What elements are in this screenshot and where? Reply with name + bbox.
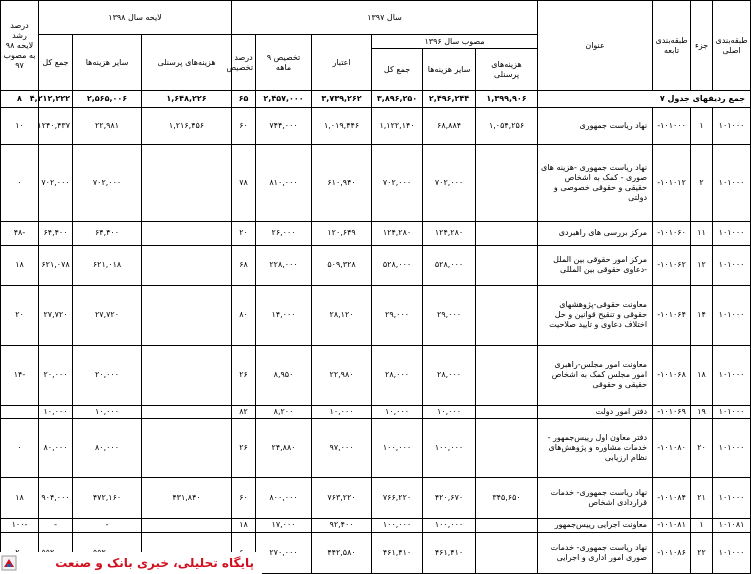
cell-value: ۹۷,۰۰۰ bbox=[312, 419, 372, 478]
cell-value: ۷۰۲,۰۰۰ bbox=[423, 145, 476, 222]
cell-value: ۱۰,۰۰۰ bbox=[312, 405, 372, 419]
cell-value: ۱۲۴,۲۸۰ bbox=[372, 222, 423, 245]
cell-value: ۰ bbox=[1, 419, 39, 478]
cell: ۸ bbox=[1, 91, 39, 108]
cell-value bbox=[476, 245, 538, 286]
cell-value: ۰ bbox=[1, 145, 39, 222]
table-row bbox=[1, 405, 751, 419]
cell-value: ۴۶۱,۴۱۰ bbox=[423, 533, 476, 574]
cell-value: ۹۲,۴۰۰ bbox=[312, 518, 372, 533]
cell-subcode: ۱۰۱۰۱۲- bbox=[653, 145, 691, 222]
cell-value: ۱۷,۰۰۰ bbox=[256, 518, 312, 533]
cell-part: ۱۴ bbox=[691, 286, 713, 346]
cell-value: ۱۰۰,۰۰۰ bbox=[423, 518, 476, 533]
cell-value: ۱۰۰,۰۰۰ bbox=[423, 419, 476, 478]
cell-value: ۲۷,۷۲۰ bbox=[73, 286, 142, 346]
cell-value bbox=[142, 145, 232, 222]
cell-value: ۱۲۰,۶۴۹ bbox=[312, 222, 372, 245]
header-credit: اعتبار bbox=[312, 35, 372, 91]
table-row bbox=[1, 478, 751, 519]
cell-value: ۲۶ bbox=[232, 345, 256, 405]
cell-title: نهاد ریاست جمهوری- خدمات صوری امور اداری و اجرایی bbox=[538, 533, 653, 574]
cell-value: ۱۸ bbox=[232, 518, 256, 533]
cell-value: -۴۸ bbox=[1, 222, 39, 245]
cell: ۶۵ bbox=[232, 91, 256, 108]
cell-title: مرکز امور حقوقی بین الملل -دعاوی حقوقی بین المللی bbox=[538, 245, 653, 286]
cell-title: معاونت حقوقی-پژوهشهای حقوقی و تنقیح قوانین و حل اختلاف دعاوی و تایید صلاحیت bbox=[538, 286, 653, 346]
cell-value bbox=[476, 419, 538, 478]
header-growth: درصد رشد لایحه ۹۸ به مصوب ۹۷ bbox=[1, 1, 39, 91]
cell-title: نهاد ریاست جمهوری bbox=[538, 108, 653, 145]
cell-value: ۶۰ bbox=[232, 478, 256, 519]
header-approved-1396: مصوب سال ۱۳۹۶ bbox=[372, 35, 538, 49]
cell-value: ۳۴۵,۶۵۰ bbox=[476, 478, 538, 519]
cell: ۱,۳۹۹,۹۰۶ bbox=[476, 91, 538, 108]
cell-value: ۷۰۲,۰۰۰ bbox=[73, 145, 142, 222]
cell-value bbox=[476, 345, 538, 405]
cell-subcode: ۱۰۱۰۶۹- bbox=[653, 405, 691, 419]
cell-subcode: ۱۰۱۰۶۸- bbox=[653, 345, 691, 405]
table-row bbox=[1, 245, 751, 286]
cell-value: ۲۲۸,۰۰۰ bbox=[256, 245, 312, 286]
cell-part: ۱۹ bbox=[691, 405, 713, 419]
cell-title: مرکز بررسی های راهبردی bbox=[538, 222, 653, 245]
cell-value: ۷۶۳,۲۲۰ bbox=[312, 478, 372, 519]
cell-value: ۲۰ bbox=[232, 222, 256, 245]
cell-value: ۲۶,۰۰۰ bbox=[256, 222, 312, 245]
cell-subcode: ۱۰۱۰۶۴- bbox=[653, 286, 691, 346]
header-personnel: هزینه‌های پرسنلی bbox=[476, 49, 538, 91]
cell-value: ۹۰۴,۰۰۰ bbox=[39, 478, 73, 519]
cell: ۲,۴۵۷,۰۰۰ bbox=[256, 91, 312, 108]
cell-value: ۲۹,۰۰۰ bbox=[372, 286, 423, 346]
cell-value bbox=[476, 405, 538, 419]
cell-value: ۱۰,۰۰۰ bbox=[423, 405, 476, 419]
cell-value: ۶۸ bbox=[232, 245, 256, 286]
cell-subcode: ۱۰۱۰۰۰- bbox=[653, 108, 691, 145]
table-row bbox=[1, 222, 751, 245]
cell-value: ۲۰ bbox=[1, 286, 39, 346]
cell-value bbox=[142, 419, 232, 478]
cell-value bbox=[142, 405, 232, 419]
cell-value bbox=[476, 222, 538, 245]
cell-value: ۶۴,۴۰۰ bbox=[73, 222, 142, 245]
cell-value: ۱,۱۲۲,۱۴۰ bbox=[372, 108, 423, 145]
cell-code: ۱۰۱۰۰۰ bbox=[713, 345, 751, 405]
cell-value: ۱۰۰,۰۰۰ bbox=[372, 518, 423, 533]
cell-value: ۱۰ bbox=[1, 108, 39, 145]
cell-value: -۱۴ bbox=[1, 345, 39, 405]
header-other: سایر هزینه‌ها bbox=[423, 49, 476, 91]
cell-value: ۲۴,۸۸۰ bbox=[256, 419, 312, 478]
cell-value: ۲۲,۹۸۱ bbox=[73, 108, 142, 145]
cell-value: ۷۰۲,۰۰۰ bbox=[39, 145, 73, 222]
cell-value: ۶۴,۴۰۰ bbox=[39, 222, 73, 245]
cell-value: ۷۰۲,۰۰۰ bbox=[372, 145, 423, 222]
cell-subcode: ۱۰۱۰۸۱- bbox=[653, 518, 691, 533]
cell-value bbox=[142, 286, 232, 346]
cell-value: ۸۰,۰۰۰ bbox=[73, 419, 142, 478]
cell-value: ۷۴۴,۰۰۰ bbox=[256, 108, 312, 145]
cell-value: ۴۲۰,۶۷۰ bbox=[423, 478, 476, 519]
cell-code: ۱۰۱۰۰۰ bbox=[713, 419, 751, 478]
cell-value: ۶۲۱,۰۱۸ bbox=[73, 245, 142, 286]
watermark-banner bbox=[0, 552, 262, 574]
cell-title: دفتر معاون اول رییس‌جمهور - خدمات مشاوره و پژوهش‌های نظام ارزیابی bbox=[538, 419, 653, 478]
cell-value: ۲۸,۰۰۰ bbox=[372, 345, 423, 405]
cell-value: ۱۲۴۰,۴۳۷ bbox=[39, 108, 73, 145]
cell-value bbox=[476, 286, 538, 346]
header-code: طبقه‌بندی اصلی bbox=[713, 1, 751, 91]
cell: ۳,۷۳۹,۲۶۲ bbox=[312, 91, 372, 108]
cell-value: ۸۰ bbox=[232, 286, 256, 346]
table-body bbox=[1, 91, 751, 574]
header-other-1398: سایر هزینه‌ها bbox=[73, 35, 142, 91]
table-row bbox=[1, 145, 751, 222]
cell-subcode: ۱۰۱۰۸۴- bbox=[653, 478, 691, 519]
cell-value: ۲۷,۷۲۰ bbox=[39, 286, 73, 346]
cell-value: ۵۰۹,۳۲۸ bbox=[312, 245, 372, 286]
cell-value: ۱۰,۰۰۰ bbox=[73, 405, 142, 419]
cell-value: ۸,۹۵۰ bbox=[256, 345, 312, 405]
cell-code: ۱۰۱۰۰۰ bbox=[713, 108, 751, 145]
cell-value: ۲۰,۰۰۰ bbox=[39, 345, 73, 405]
cell-part: ۱۱ bbox=[691, 222, 713, 245]
cell-part: ۱۸ bbox=[691, 345, 713, 405]
cell-value: ۱,۰۱۹,۴۴۶ bbox=[312, 108, 372, 145]
cell-subcode: ۱۰۱۰۸۰- bbox=[653, 419, 691, 478]
cell-code: ۱۰۱۰۰۰ bbox=[713, 286, 751, 346]
cell-part: ۲۰ bbox=[691, 419, 713, 478]
table-row bbox=[1, 419, 751, 478]
header-subcode: طبقه‌بندی تابعه bbox=[653, 1, 691, 91]
header-personnel-1398: هزینه‌های پرسنلی bbox=[142, 35, 232, 91]
watermark-text: پایگاه تحلیلی، خبری بانک و صنعت bbox=[55, 556, 254, 570]
cell-code: ۱۰۱۰۰۰ bbox=[713, 245, 751, 286]
cell-value bbox=[476, 533, 538, 574]
cell-value bbox=[1, 405, 39, 419]
cell-value: ۸,۲۰۰ bbox=[256, 405, 312, 419]
cell-subcode: ۱۰۱۰۶۲- bbox=[653, 245, 691, 286]
cell-value: ۱۸ bbox=[1, 245, 39, 286]
table-row bbox=[1, 518, 751, 533]
cell-title: نهاد ریاست جمهوری- خدمات قراردادی اشخاص bbox=[538, 478, 653, 519]
bank-logo-icon bbox=[2, 556, 16, 570]
header-part: جزء bbox=[691, 1, 713, 91]
cell-value: ۴۴۲,۵۸۰ bbox=[312, 533, 372, 574]
cell: ۳,۸۹۶,۲۵۰ bbox=[372, 91, 423, 108]
cell-title: نهاد ریاست جمهوری -هزینه های صوری - کمک به اشخاص حقیقی و حقوقی خصوصی و دولتی bbox=[538, 145, 653, 222]
cell-code: ۱۰۱۰۸۱ bbox=[713, 518, 751, 533]
header-pct-alloc: درصد تخصیص bbox=[232, 35, 256, 91]
table-row bbox=[1, 345, 751, 405]
cell-value: - bbox=[39, 518, 73, 533]
cell-part: ۱ bbox=[691, 518, 713, 533]
cell-value: ۷۶۶,۲۲۰ bbox=[372, 478, 423, 519]
cell-subcode: ۱۰۱۰۸۶- bbox=[653, 533, 691, 574]
cell-value: ۸۰۰,۰۰۰ bbox=[256, 478, 312, 519]
cell: ۱,۶۴۸,۲۲۶ bbox=[142, 91, 232, 108]
cell-value: ۲۹,۰۰۰ bbox=[423, 286, 476, 346]
header-year-1397: سال ۱۳۹۷ bbox=[232, 1, 538, 35]
cell-value: ۶۸,۸۸۴ bbox=[423, 108, 476, 145]
cell: ۲,۵۶۵,۰۰۶ bbox=[73, 91, 142, 108]
cell-code: ۱۰۱۰۰۰ bbox=[713, 222, 751, 245]
cell-value: ۱۴,۰۰۰ bbox=[256, 286, 312, 346]
cell-value: ۷۸ bbox=[232, 145, 256, 222]
cell-value: - bbox=[73, 518, 142, 533]
header-bill-1398: لایحه سال ۱۳۹۸ bbox=[39, 1, 232, 35]
cell-subcode: ۱۰۱۰۶۰- bbox=[653, 222, 691, 245]
cell-value: ۲۸,۱۲۰ bbox=[312, 286, 372, 346]
header-alloc9: تخصیص ۹ ماهه bbox=[256, 35, 312, 91]
cell-part: ۱۲ bbox=[691, 245, 713, 286]
cell-title: معاونت امور مجلس-راهبری امور مجلس کمک به اشخاص حقیقی و حقوقی bbox=[538, 345, 653, 405]
cell-value: ۵۲۸,۰۰۰ bbox=[372, 245, 423, 286]
cell-value: ۲۰,۰۰۰ bbox=[73, 345, 142, 405]
sum-row bbox=[1, 91, 751, 108]
header-title: عنوان bbox=[538, 1, 653, 91]
cell-value: ۶۰ bbox=[232, 108, 256, 145]
cell-value: ۱۰,۰۰۰ bbox=[39, 405, 73, 419]
header-total-1398: جمع کل bbox=[39, 35, 73, 91]
cell-value: ۸۰,۰۰۰ bbox=[39, 419, 73, 478]
cell-title: معاونت اجرایی رییس‌جمهور bbox=[538, 518, 653, 533]
cell-value: ۸۲ bbox=[232, 405, 256, 419]
cell-value bbox=[476, 145, 538, 222]
cell-code: ۱۰۱۰۰۰ bbox=[713, 478, 751, 519]
cell-code: ۱۰۱۰۰۰ bbox=[713, 533, 751, 574]
cell-value: ۶۲۱,۰۷۸ bbox=[39, 245, 73, 286]
cell-value bbox=[142, 518, 232, 533]
cell-part: ۲۱ bbox=[691, 478, 713, 519]
cell-value: ۱,۲۱۶,۴۵۶ bbox=[142, 108, 232, 145]
cell-value bbox=[142, 345, 232, 405]
cell-part: ۲ bbox=[691, 145, 713, 222]
cell-part: ۱ bbox=[691, 108, 713, 145]
cell-value: ۶۱۰,۹۴۰ bbox=[312, 145, 372, 222]
cell-value: ۱۰۰,۰۰۰ bbox=[372, 419, 423, 478]
cell-part: ۲۲ bbox=[691, 533, 713, 574]
cell-value bbox=[142, 245, 232, 286]
table-row bbox=[1, 108, 751, 145]
sum-row-title: جمع ردیفهای جدول ۷ bbox=[538, 91, 751, 108]
cell-value: ۸۱۰,۰۰۰ bbox=[256, 145, 312, 222]
cell-code: ۱۰۱۰۰۰ bbox=[713, 405, 751, 419]
cell-value: ۵۲۸,۰۰۰ bbox=[423, 245, 476, 286]
cell-value: -۱۰۰ bbox=[1, 518, 39, 533]
cell-value: ۲۲,۹۸۰ bbox=[312, 345, 372, 405]
cell-value: ۱,۰۵۴,۲۵۶ bbox=[476, 108, 538, 145]
cell-value: ۱۸ bbox=[1, 478, 39, 519]
cell-value bbox=[476, 518, 538, 533]
cell: ۲,۴۹۶,۲۴۴ bbox=[423, 91, 476, 108]
cell-value: ۴۷۲,۱۶۰ bbox=[73, 478, 142, 519]
cell-value: ۱۲۴,۲۸۰ bbox=[423, 222, 476, 245]
cell-value: ۲۷۰,۰۰۰ bbox=[256, 533, 312, 574]
cell-value: ۴۳۱,۸۴۰ bbox=[142, 478, 232, 519]
cell-title: دفتر امور دولت bbox=[538, 405, 653, 419]
cell-code: ۱۰۱۰۰۰ bbox=[713, 145, 751, 222]
cell: ۴,۲۱۲,۲۲۲ bbox=[39, 91, 73, 108]
cell-value bbox=[142, 222, 232, 245]
cell-value: ۴۶۱,۴۱۰ bbox=[372, 533, 423, 574]
cell-value: ۲۸,۰۰۰ bbox=[423, 345, 476, 405]
header-total: جمع کل bbox=[372, 49, 423, 91]
cell-value: ۲۶ bbox=[232, 419, 256, 478]
cell-value: ۱۰,۰۰۰ bbox=[372, 405, 423, 419]
table-row bbox=[1, 286, 751, 346]
